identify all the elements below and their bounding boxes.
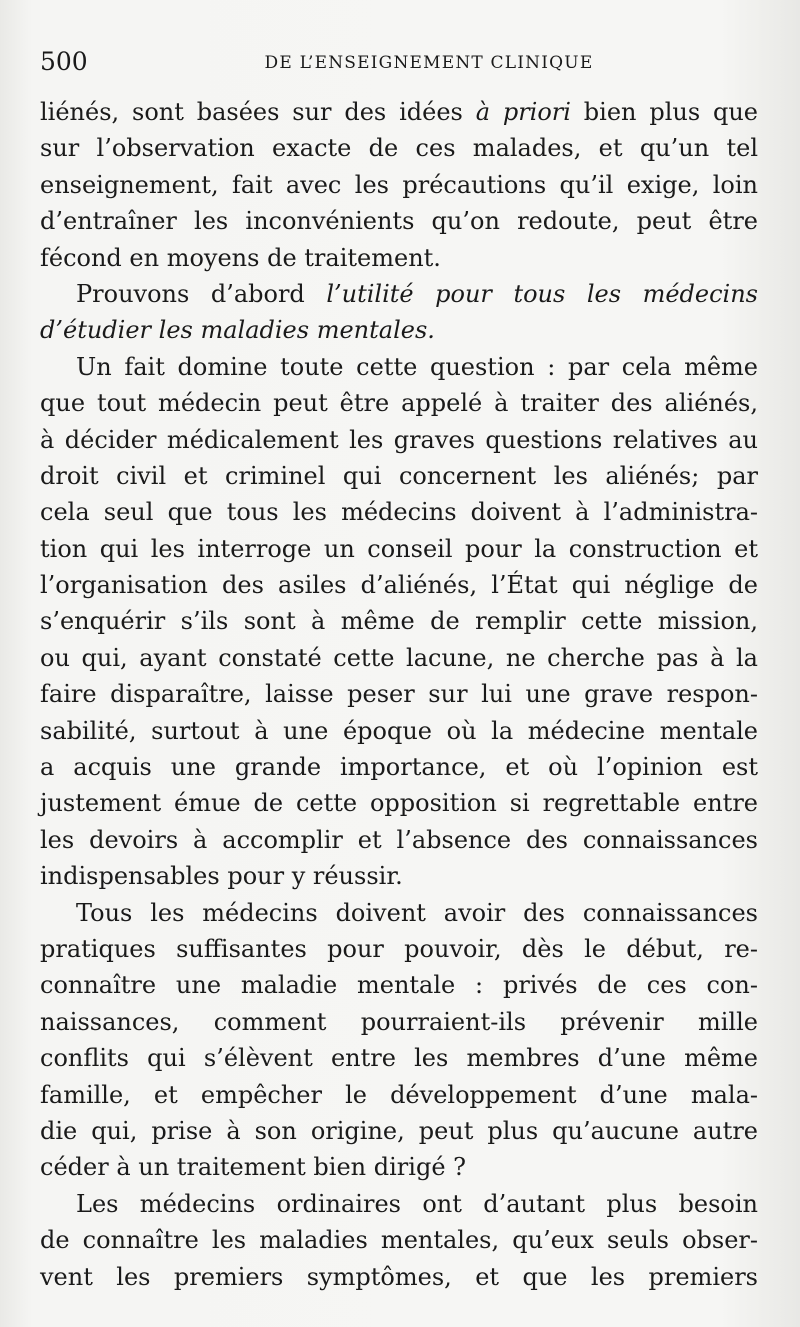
text-line: faire disparaître, laisse peser sur lui une grave respon- <box>40 680 758 709</box>
text-line: a acquis une grande importance, et où l’opinion est <box>40 753 758 782</box>
text-line: sur l’observation exacte de ces malades, et qu’un tel <box>40 134 758 163</box>
text-line: droit civil et criminel qui concernent les aliénés; par <box>40 461 758 490</box>
text-line: pratiques suffisantes pour pouvoir, dès le début, re- <box>40 934 758 963</box>
paragraph-first-line: Les médecins ordinaires ont d’autant plus besoin <box>76 1189 758 1218</box>
text-line: les devoirs à accomplir et l’absence des connaissances <box>40 825 758 854</box>
text-line: ou qui, ayant constaté cette lacune, ne cherche pas à la <box>40 643 758 672</box>
text-line: justement émue de cette opposition si regrettable entre <box>40 789 758 818</box>
text-line: vent les premiers symptômes, et que les premiers <box>40 1262 758 1291</box>
text-line: s’enquérir s’ils sont à même de remplir cette mission, <box>40 607 758 636</box>
text-line: conflits qui s’élèvent entre les membres d’une même <box>40 1044 758 1073</box>
text-line: que tout médecin peut être appelé à traiter des aliénés, <box>40 389 758 418</box>
text-line: l’organisation des asiles d’aliénés, l’État qui néglige de <box>40 571 758 600</box>
text-line: connaître une maladie mentale : privés de ces con- <box>40 971 758 1000</box>
text-line: die qui, prise à son origine, peut plus qu’aucune autre <box>40 1116 758 1145</box>
body-text <box>40 94 758 1295</box>
text-line: fécond en moyens de traitement. <box>40 243 441 272</box>
page-header <box>40 44 758 84</box>
paragraph-first-line: Prouvons d’abord l’utilité pour tous les médecins <box>76 279 758 308</box>
text-line: d’étudier les maladies mentales. <box>40 316 435 345</box>
paragraph-first-line: Tous les médecins doivent avoir des connaissances <box>76 898 758 927</box>
text-line: indispensables pour y réussir. <box>40 862 403 891</box>
text-line: de connaître les maladies mentales, qu’eux seuls obser- <box>40 1226 758 1255</box>
paragraph-first-line: Un fait domine toute cette question : par cela même <box>76 352 758 381</box>
text-line: liénés, sont basées sur des idées à priori bien plus que <box>40 98 759 126</box>
page-number: 500 <box>40 47 88 76</box>
text-line: d’entraîner les inconvénients qu’on redoute, peut être <box>40 207 758 236</box>
text-line: à décider médicalement les graves questions relatives au <box>40 425 758 454</box>
text-line: famille, et empêcher le développement d’une mala- <box>40 1080 758 1109</box>
text-line: tion qui les interroge un conseil pour la construction et <box>40 534 758 563</box>
running-title: DE L’ENSEIGNEMENT CLINIQUE <box>264 53 594 73</box>
text-line: naissances, comment pourraient-ils prévenir mille <box>40 1007 758 1036</box>
text-line: sabilité, surtout à une époque où la médecine mentale <box>40 716 758 745</box>
text-line: enseignement, fait avec les précautions qu’il exige, loin <box>40 170 758 199</box>
text-line: céder à un traitement bien dirigé ? <box>40 1153 467 1182</box>
text-line: cela seul que tous les médecins doivent à l’administra- <box>40 498 758 527</box>
